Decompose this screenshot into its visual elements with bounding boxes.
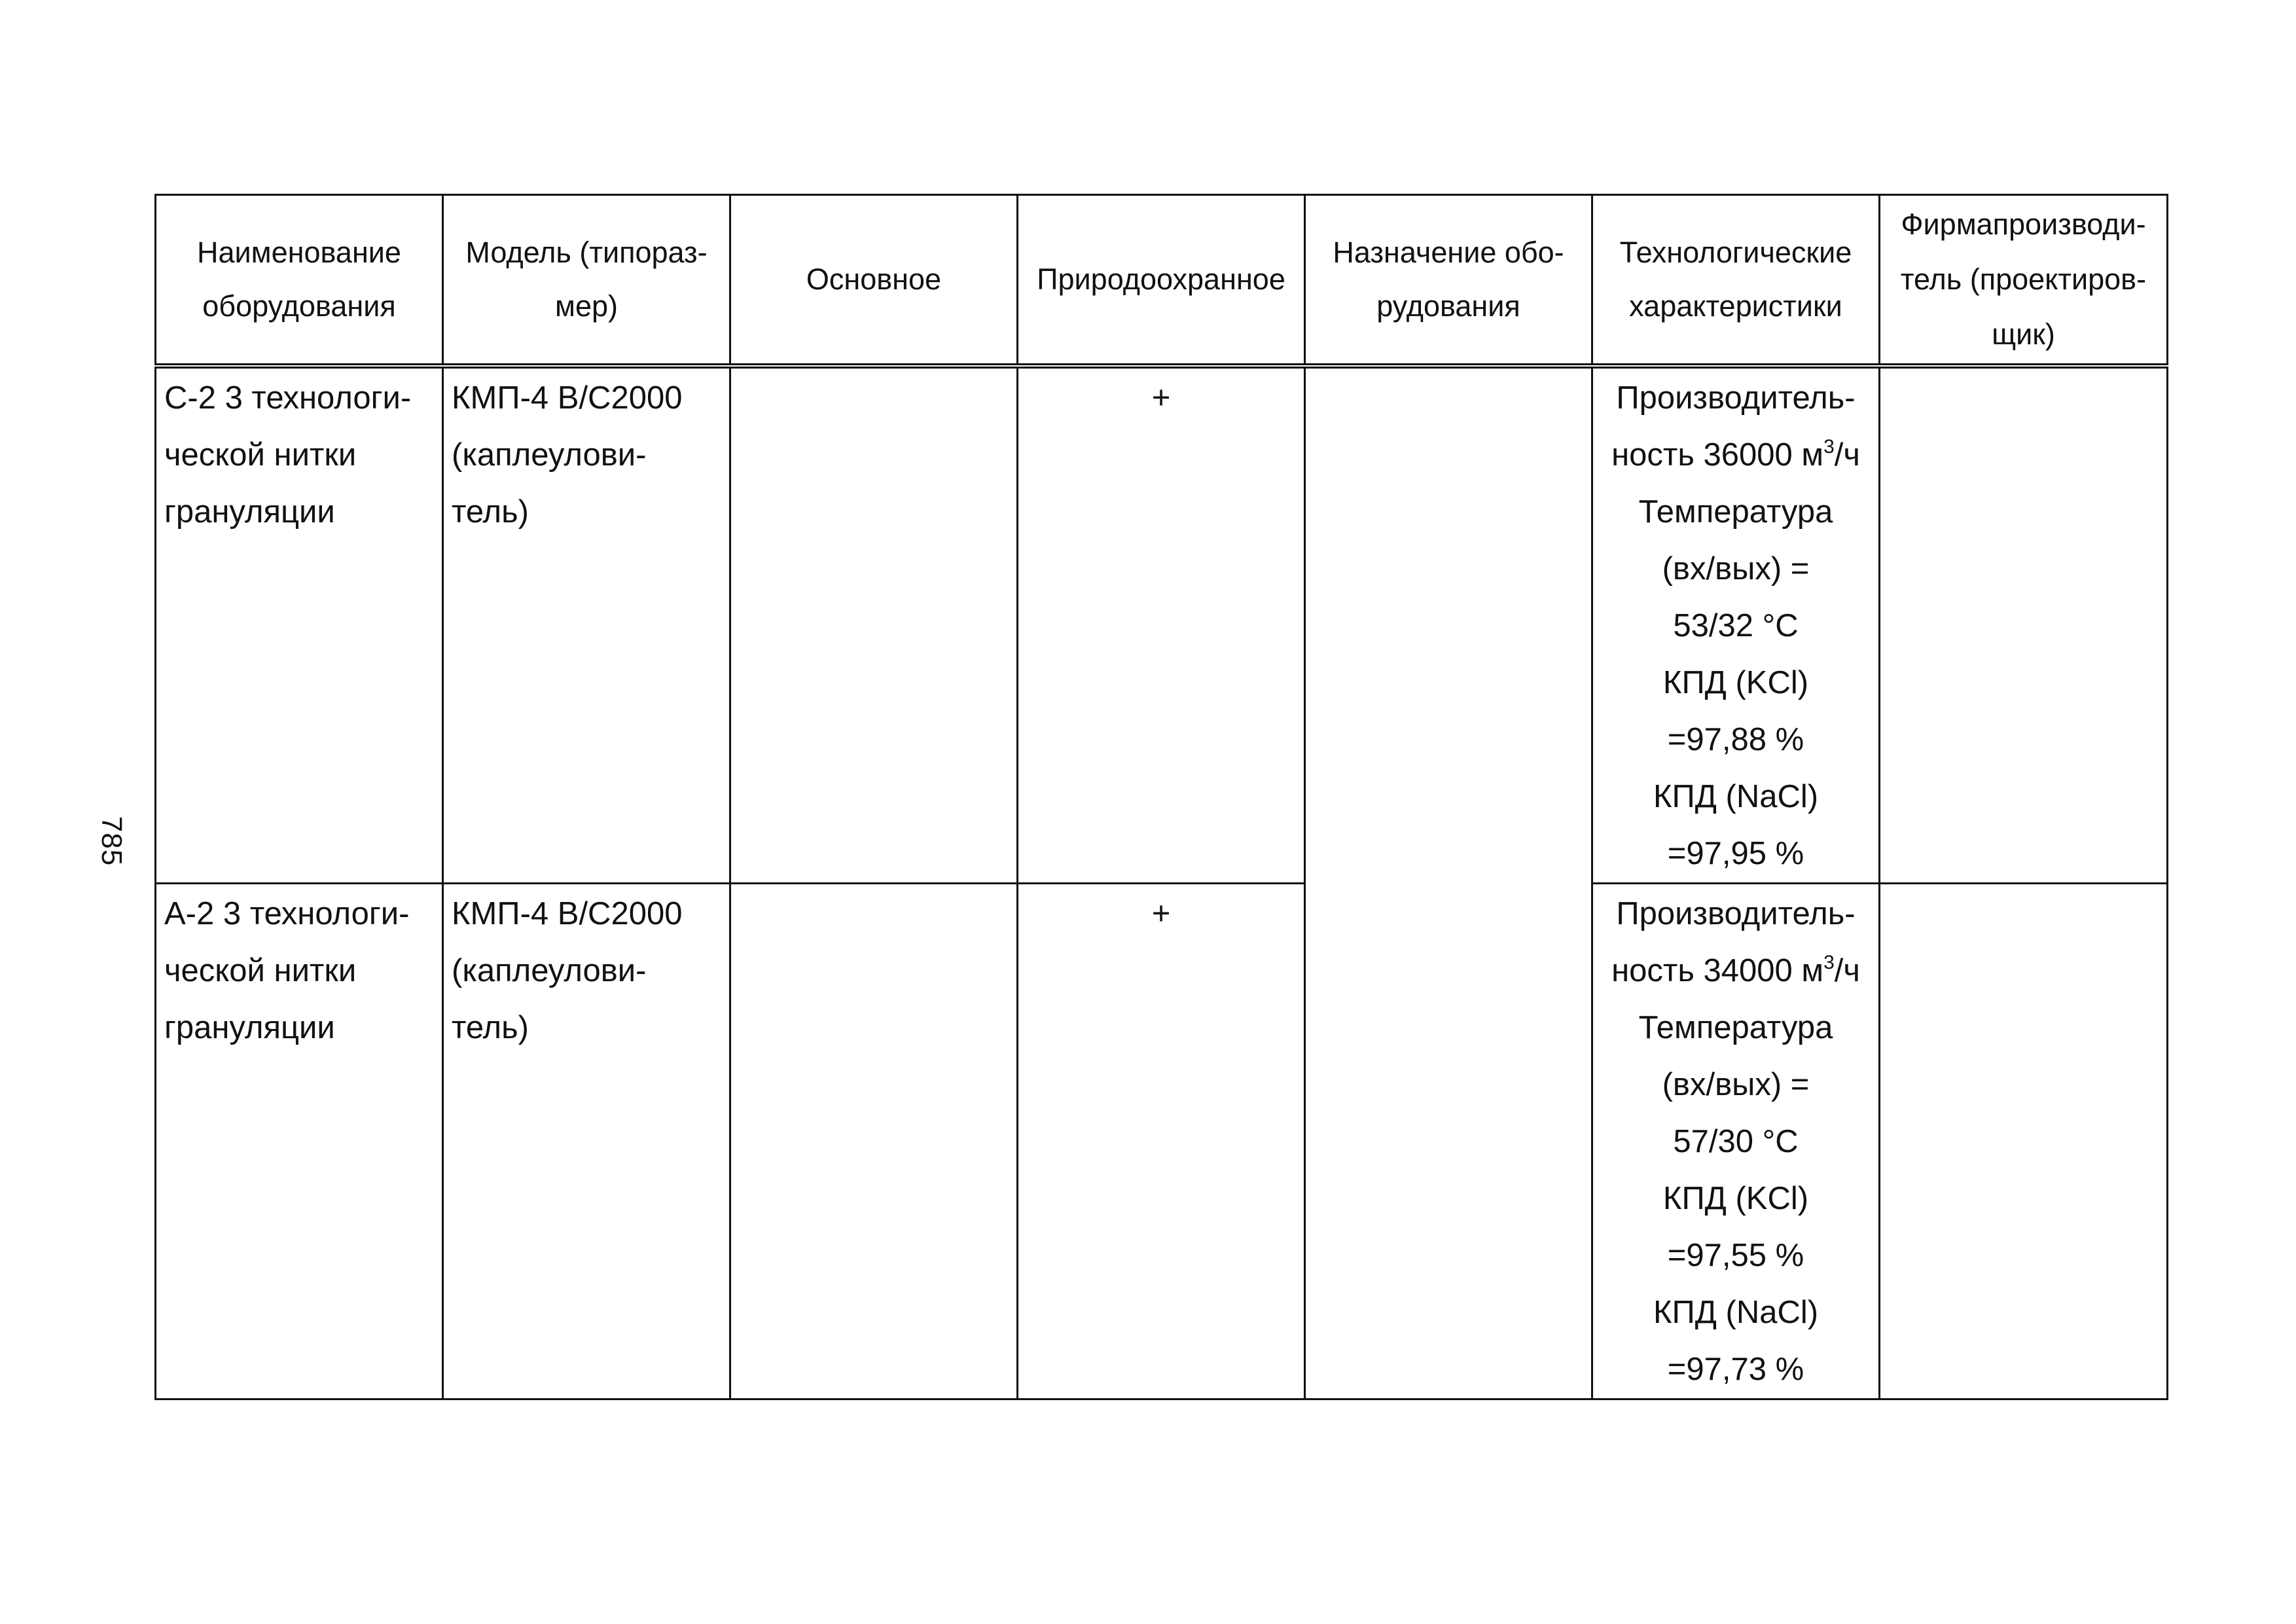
header-specs xyxy=(1592,195,1880,367)
cell-text: КПД (NaCl) xyxy=(1653,779,1819,814)
cell-main xyxy=(730,884,1018,1399)
cell-purpose xyxy=(1305,366,1592,1399)
header-text: рудования xyxy=(1376,289,1520,323)
table-row xyxy=(156,366,2168,884)
cell-text: С-2 3 технологи- xyxy=(164,380,412,416)
cell-text: =97,95 % xyxy=(1667,836,1804,871)
header-environmental xyxy=(1018,195,1305,367)
table-row xyxy=(156,884,2168,1399)
header-text: Природоохранное xyxy=(1037,262,1285,296)
cell-text: (вх/вых) = xyxy=(1662,1067,1810,1102)
cell-equipment-name xyxy=(156,366,443,884)
cell-text: /ч xyxy=(1834,437,1860,473)
cell-text: (каплеулови- xyxy=(452,953,647,988)
cell-text: ность 34000 м xyxy=(1611,953,1824,988)
cell-text: Температура xyxy=(1638,1010,1833,1045)
header-text: Основное xyxy=(806,262,942,296)
table-header-row xyxy=(156,195,2168,367)
capacity-line xyxy=(1597,943,1874,1000)
cell-model xyxy=(443,884,730,1399)
cell-text: 53/32 °С xyxy=(1673,608,1799,643)
cell-text: =97,55 % xyxy=(1667,1238,1804,1273)
header-equipment-name xyxy=(156,195,443,367)
cell-text: тель) xyxy=(452,494,529,530)
cell-manufacturer xyxy=(1880,884,2168,1399)
cell-text: КМП-4 В/С2000 xyxy=(452,896,683,931)
header-text: Наименование xyxy=(197,236,401,269)
cell-text: грануляции xyxy=(164,1010,335,1045)
header-manufacturer xyxy=(1880,195,2168,367)
header-text: мер) xyxy=(555,289,618,323)
header-model xyxy=(443,195,730,367)
page-number: 785 xyxy=(96,816,128,867)
cell-text: =97,73 % xyxy=(1667,1352,1804,1387)
superscript: 3 xyxy=(1823,951,1835,973)
cell-text: тель) xyxy=(452,1010,529,1045)
cell-text: Производитель- xyxy=(1616,896,1856,931)
cell-text: ческой нитки xyxy=(164,437,357,473)
header-text: Модель (типораз- xyxy=(465,236,708,269)
cell-text: Производитель- xyxy=(1616,380,1856,416)
cell-text: КМП-4 В/С2000 xyxy=(452,380,683,416)
header-text: щик) xyxy=(1992,317,2055,351)
cell-main xyxy=(730,366,1018,884)
cell-text: А-2 3 технологи- xyxy=(164,896,410,931)
header-text: характеристики xyxy=(1629,289,1842,323)
cell-text: ность 36000 м xyxy=(1611,437,1824,473)
equipment-table xyxy=(154,194,2168,1400)
header-text: Технологические xyxy=(1619,236,1852,269)
cell-text: =97,88 % xyxy=(1667,722,1804,757)
cell-text: КПД (KCl) xyxy=(1662,665,1809,700)
header-text: тель (проектиров- xyxy=(1900,262,2147,296)
header-purpose xyxy=(1305,195,1592,367)
header-main xyxy=(730,195,1018,367)
header-text: Фирмапроизводи- xyxy=(1901,208,2146,241)
cell-model xyxy=(443,366,730,884)
cell-text: КПД (NaCl) xyxy=(1653,1295,1819,1330)
cell-specs xyxy=(1592,366,1880,884)
cell-environmental: + xyxy=(1018,884,1305,1399)
cell-text: (вх/вых) = xyxy=(1662,551,1810,586)
cell-text: (каплеулови- xyxy=(452,437,647,473)
cell-text: 57/30 °С xyxy=(1673,1124,1799,1159)
cell-text: Температура xyxy=(1638,494,1833,530)
cell-equipment-name xyxy=(156,884,443,1399)
cell-text: ческой нитки xyxy=(164,953,357,988)
header-text: оборудования xyxy=(202,289,396,323)
superscript: 3 xyxy=(1823,435,1835,458)
cell-environmental: + xyxy=(1018,366,1305,884)
header-text: Назначение обо- xyxy=(1333,236,1564,269)
cell-specs xyxy=(1592,884,1880,1399)
cell-text: /ч xyxy=(1834,953,1860,988)
capacity-line xyxy=(1597,427,1874,484)
cell-manufacturer xyxy=(1880,366,2168,884)
cell-text: КПД (KCl) xyxy=(1662,1181,1809,1216)
cell-text: грануляции xyxy=(164,494,335,530)
